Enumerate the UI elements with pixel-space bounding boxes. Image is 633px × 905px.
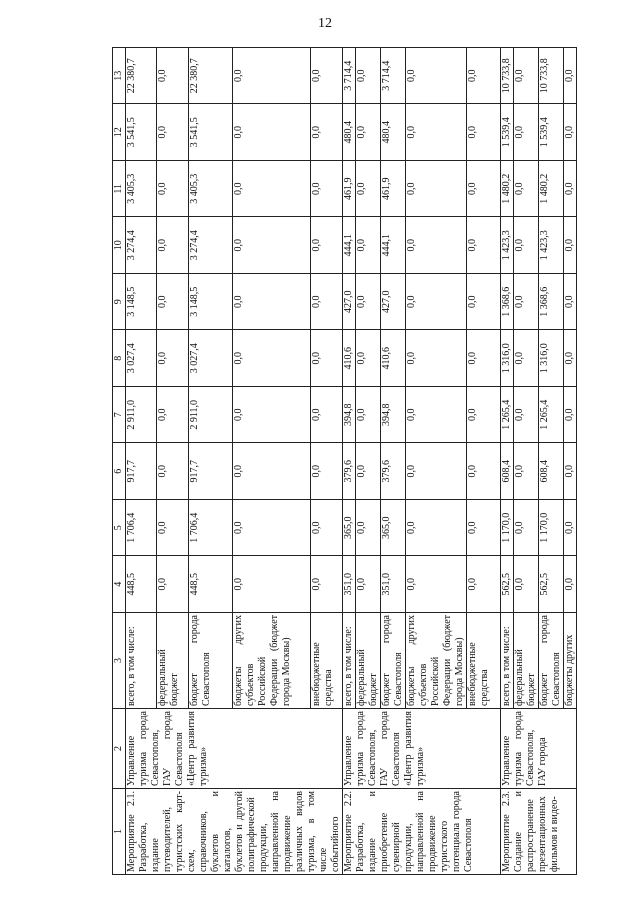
amount-cell: 0,0 [467, 500, 501, 557]
header-cell: 3 [113, 613, 126, 709]
amount-cell: 0,0 [356, 556, 381, 613]
amount-cell: 0,0 [564, 443, 577, 500]
funding-source-cell: бюджеты других субъектов Российской Федерации (бюджет города Москвы) [406, 613, 467, 709]
amount-cell: 0,0 [232, 274, 310, 331]
amount-cell: 0,0 [514, 161, 539, 218]
amount-cell: 0,0 [467, 217, 501, 274]
funding-source-cell: внебюджетные средства [467, 613, 501, 709]
amount-cell: 10 733,8 [501, 48, 514, 105]
header-cell: 12 [113, 104, 126, 161]
amount-cell: 0,0 [310, 330, 342, 387]
event-name-cell: Мероприятие 2.2. Разработка, издание и приобретение сувенирной продукции, направленной на продвижение туристского потенциала города Севастополя [343, 789, 501, 875]
amount-cell: 1 316,0 [501, 330, 514, 387]
amount-cell: 22 380,7 [188, 48, 232, 105]
amount-cell: 0,0 [564, 48, 577, 105]
amount-cell: 0,0 [156, 387, 188, 444]
amount-cell: 1 170,0 [539, 500, 564, 557]
funding-source-cell: бюджет города Севастополя [381, 613, 406, 709]
amount-cell: 0,0 [232, 161, 310, 218]
event-name-cell: Мероприятие 2.1. Разработка, издание путеводителей, туристских карт-схем, справочников, буклетов и каталогов, буклетов и другой полиграфической продукции, направленной на продвижение различных видов туризма, в том числе событийного [126, 789, 343, 875]
amount-cell: 0,0 [310, 104, 342, 161]
header-cell: 9 [113, 274, 126, 331]
amount-cell: 427,0 [381, 274, 406, 331]
budget-table [112, 47, 577, 875]
amount-cell: 0,0 [467, 161, 501, 218]
amount-cell: 0,0 [467, 556, 501, 613]
amount-cell: 0,0 [564, 500, 577, 557]
amount-cell: 0,0 [467, 387, 501, 444]
amount-cell: 0,0 [232, 330, 310, 387]
amount-cell: 461,9 [381, 161, 406, 218]
amount-cell: 3 541,5 [126, 104, 157, 161]
header-row [113, 48, 126, 875]
amount-cell: 0,0 [232, 387, 310, 444]
amount-cell: 410,6 [343, 330, 356, 387]
amount-cell: 0,0 [156, 330, 188, 387]
amount-cell: 0,0 [564, 387, 577, 444]
amount-cell: 2 911,0 [126, 387, 157, 444]
amount-cell: 3 541,5 [188, 104, 232, 161]
amount-cell: 365,0 [381, 500, 406, 557]
amount-cell: 410,6 [381, 330, 406, 387]
amount-cell: 0,0 [406, 161, 467, 218]
amount-cell: 0,0 [514, 217, 539, 274]
amount-cell: 0,0 [514, 48, 539, 105]
amount-cell: 2 911,0 [188, 387, 232, 444]
amount-cell: 0,0 [406, 500, 467, 557]
amount-cell: 0,0 [406, 104, 467, 161]
amount-cell: 0,0 [514, 104, 539, 161]
amount-cell: 1 170,0 [501, 500, 514, 557]
amount-cell: 0,0 [406, 48, 467, 105]
amount-cell: 3 405,3 [126, 161, 157, 218]
amount-cell: 480,4 [343, 104, 356, 161]
amount-cell: 0,0 [356, 500, 381, 557]
amount-cell: 0,0 [564, 161, 577, 218]
amount-cell: 0,0 [356, 330, 381, 387]
amount-cell: 0,0 [406, 443, 467, 500]
amount-cell: 0,0 [564, 556, 577, 613]
amount-cell: 0,0 [232, 556, 310, 613]
funding-source-cell: бюджеты других субъектов Российской Федерации (бюджет города Москвы) [232, 613, 310, 709]
amount-cell: 0,0 [310, 161, 342, 218]
header-cell: 4 [113, 556, 126, 613]
amount-cell: 0,0 [310, 387, 342, 444]
amount-cell: 0,0 [232, 104, 310, 161]
amount-cell: 379,6 [343, 443, 356, 500]
amount-cell: 394,8 [343, 387, 356, 444]
amount-cell: 1 706,4 [188, 500, 232, 557]
amount-cell: 3 405,3 [188, 161, 232, 218]
funding-source-cell: всего, в том числе: [501, 613, 514, 709]
amount-cell: 0,0 [467, 48, 501, 105]
funding-source-cell: всего, в том числе: [126, 613, 157, 709]
amount-cell: 0,0 [156, 274, 188, 331]
funding-source-cell: бюджет города Севастополя [188, 613, 232, 709]
amount-cell: 448,5 [188, 556, 232, 613]
amount-cell: 0,0 [467, 443, 501, 500]
table-row [343, 48, 356, 875]
amount-cell: 917,7 [188, 443, 232, 500]
amount-cell: 0,0 [310, 274, 342, 331]
amount-cell: 1 265,4 [539, 387, 564, 444]
amount-cell: 22 380,7 [126, 48, 157, 105]
amount-cell: 1 265,4 [501, 387, 514, 444]
table-row [126, 48, 157, 875]
header-cell: 11 [113, 161, 126, 218]
event-name-cell: Мероприятие 2.3. Создание и распространение презентационных фильмов и видео- [501, 789, 577, 875]
amount-cell: 0,0 [514, 500, 539, 557]
amount-cell: 0,0 [514, 443, 539, 500]
amount-cell: 0,0 [232, 500, 310, 557]
amount-cell: 0,0 [310, 443, 342, 500]
amount-cell: 0,0 [310, 48, 342, 105]
funding-source-cell: бюджеты других [564, 613, 577, 709]
amount-cell: 1 423,3 [501, 217, 514, 274]
amount-cell: 480,4 [381, 104, 406, 161]
amount-cell: 917,7 [126, 443, 157, 500]
amount-cell: 3 148,5 [126, 274, 157, 331]
amount-cell: 427,0 [343, 274, 356, 331]
amount-cell: 0,0 [356, 274, 381, 331]
amount-cell: 0,0 [406, 217, 467, 274]
funding-source-cell: внебюджетные средства [310, 613, 342, 709]
funding-source-cell: федеральный бюджет [514, 613, 539, 709]
amount-cell: 1 423,3 [539, 217, 564, 274]
amount-cell: 0,0 [356, 387, 381, 444]
amount-cell: 1 368,6 [501, 274, 514, 331]
header-cell: 1 [113, 789, 126, 875]
amount-cell: 1 368,6 [539, 274, 564, 331]
amount-cell: 1 480,2 [539, 161, 564, 218]
header-cell: 7 [113, 387, 126, 444]
amount-cell: 0,0 [514, 330, 539, 387]
table-row [501, 48, 514, 875]
amount-cell: 0,0 [156, 48, 188, 105]
amount-cell: 0,0 [232, 443, 310, 500]
amount-cell: 608,4 [501, 443, 514, 500]
header-cell: 10 [113, 217, 126, 274]
amount-cell: 0,0 [156, 104, 188, 161]
executor-cell: Управление туризма города Севастополя, ГАУ города Севастополя «Центр развития туризма» [343, 709, 501, 789]
amount-cell: 0,0 [514, 387, 539, 444]
amount-cell: 0,0 [564, 274, 577, 331]
amount-cell: 0,0 [356, 443, 381, 500]
amount-cell: 0,0 [406, 274, 467, 331]
amount-cell: 0,0 [406, 387, 467, 444]
amount-cell: 0,0 [467, 330, 501, 387]
header-cell: 2 [113, 709, 126, 789]
amount-cell: 0,0 [232, 217, 310, 274]
amount-cell: 3 027,4 [126, 330, 157, 387]
amount-cell: 448,5 [126, 556, 157, 613]
amount-cell: 3 714,4 [381, 48, 406, 105]
amount-cell: 562,5 [539, 556, 564, 613]
header-cell: 13 [113, 48, 126, 105]
amount-cell: 0,0 [467, 274, 501, 331]
amount-cell: 3 148,5 [188, 274, 232, 331]
amount-cell: 0,0 [310, 500, 342, 557]
amount-cell: 608,4 [539, 443, 564, 500]
amount-cell: 0,0 [514, 274, 539, 331]
amount-cell: 0,0 [310, 556, 342, 613]
amount-cell: 1 706,4 [126, 500, 157, 557]
funding-source-cell: всего, в том числе: [343, 613, 356, 709]
amount-cell: 3 714,4 [343, 48, 356, 105]
amount-cell: 351,0 [343, 556, 356, 613]
amount-cell: 365,0 [343, 500, 356, 557]
amount-cell: 0,0 [310, 217, 342, 274]
amount-cell: 444,1 [381, 217, 406, 274]
amount-cell: 351,0 [381, 556, 406, 613]
amount-cell: 0,0 [232, 48, 310, 105]
page-number: 12 [318, 16, 332, 31]
funding-source-cell: бюджет города Севастополя [539, 613, 564, 709]
executor-cell: Управление туризма города Севастополя, ГАУ города Севастополя «Центр развития туризма» [126, 709, 343, 789]
amount-cell: 562,5 [501, 556, 514, 613]
amount-cell: 444,1 [343, 217, 356, 274]
amount-cell: 0,0 [156, 443, 188, 500]
funding-source-cell: федеральный бюджет [156, 613, 188, 709]
amount-cell: 1 480,2 [501, 161, 514, 218]
amount-cell: 394,8 [381, 387, 406, 444]
amount-cell: 0,0 [356, 48, 381, 105]
amount-cell: 3 274,4 [126, 217, 157, 274]
amount-cell: 3 027,4 [188, 330, 232, 387]
amount-cell: 0,0 [156, 556, 188, 613]
funding-source-cell: федеральный бюджет [356, 613, 381, 709]
amount-cell: 0,0 [564, 104, 577, 161]
header-cell: 8 [113, 330, 126, 387]
amount-cell: 0,0 [356, 217, 381, 274]
amount-cell: 0,0 [564, 217, 577, 274]
amount-cell: 0,0 [564, 330, 577, 387]
amount-cell: 0,0 [156, 500, 188, 557]
amount-cell: 1 539,4 [539, 104, 564, 161]
amount-cell: 0,0 [156, 161, 188, 218]
amount-cell: 0,0 [514, 556, 539, 613]
amount-cell: 0,0 [406, 330, 467, 387]
amount-cell: 379,6 [381, 443, 406, 500]
rotated-table-frame [112, 47, 575, 875]
header-cell: 6 [113, 443, 126, 500]
amount-cell: 10 733,8 [539, 48, 564, 105]
amount-cell: 461,9 [343, 161, 356, 218]
amount-cell: 0,0 [356, 161, 381, 218]
amount-cell: 0,0 [356, 104, 381, 161]
header-cell: 5 [113, 500, 126, 557]
amount-cell: 0,0 [406, 556, 467, 613]
amount-cell: 1 316,0 [539, 330, 564, 387]
amount-cell: 3 274,4 [188, 217, 232, 274]
amount-cell: 1 539,4 [501, 104, 514, 161]
amount-cell: 0,0 [156, 217, 188, 274]
amount-cell: 0,0 [467, 104, 501, 161]
executor-cell: Управление туризма города Севастополя, ГАУ города [501, 709, 577, 789]
